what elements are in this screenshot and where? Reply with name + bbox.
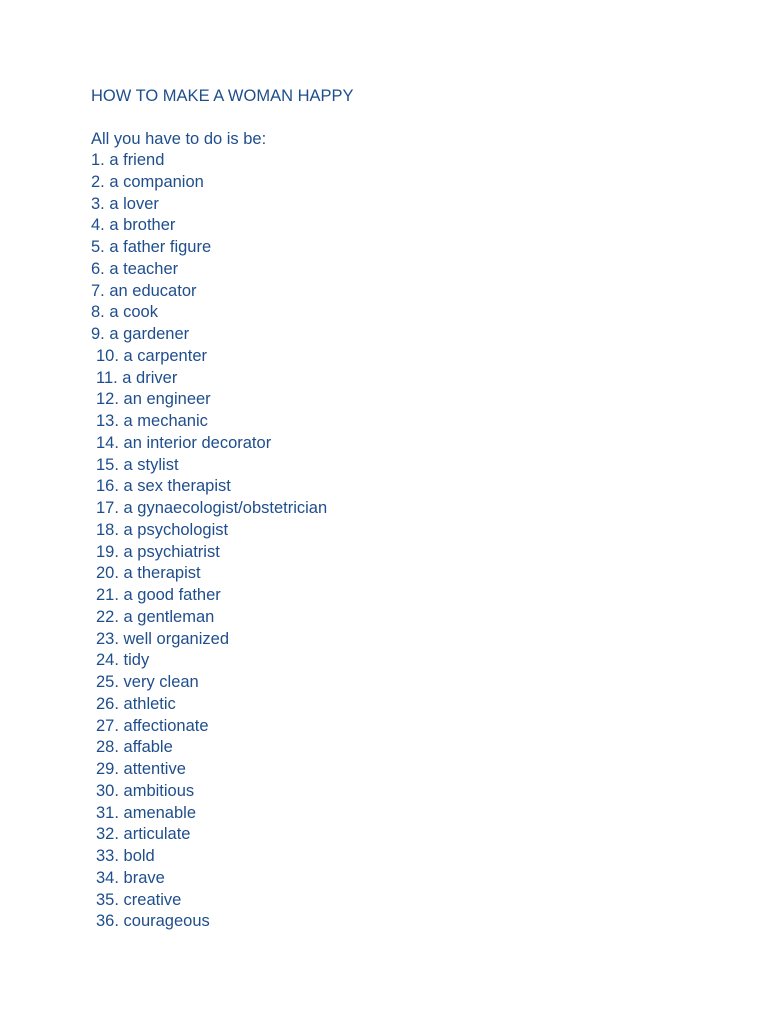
list-item: 2. a companion xyxy=(91,172,204,191)
intro-line: All you have to do is be: xyxy=(91,130,267,148)
list-item: 23. well organized xyxy=(96,629,229,648)
document-title: HOW TO MAKE A WOMAN HAPPY xyxy=(91,87,354,105)
list-item: 10. a carpenter xyxy=(96,346,207,365)
list-item: 11. a driver xyxy=(96,368,178,387)
list-item: 20. a therapist xyxy=(96,564,201,583)
list-item: 29. attentive xyxy=(96,760,186,778)
list-item: 13. a mechanic xyxy=(96,412,208,430)
list-item: 32. articulate xyxy=(96,825,191,844)
list-item: 4. a brother xyxy=(91,216,176,235)
list-item: 7. an educator xyxy=(91,281,197,300)
list-item: 30. ambitious xyxy=(96,781,195,800)
list-item: 6. a teacher xyxy=(91,259,179,278)
list-item: 34. brave xyxy=(96,868,165,887)
list-item: 18. a psychologist xyxy=(96,520,229,539)
list-item: 21. a good father xyxy=(96,586,221,604)
list-item: 16. a sex therapist xyxy=(96,477,231,496)
list-item: 27. affectionate xyxy=(96,716,209,735)
list-item: 33. bold xyxy=(96,847,155,865)
list-item: 24. tidy xyxy=(96,651,150,670)
list-item: 35. creative xyxy=(96,890,182,909)
list-item: 26. athletic xyxy=(96,694,176,713)
list-item: 22. a gentleman xyxy=(96,607,215,626)
list-item: 3. a lover xyxy=(91,194,159,213)
list-item: 15. a stylist xyxy=(96,455,179,474)
list-item: 31. amenable xyxy=(96,803,196,822)
list-item: 36. courageous xyxy=(96,912,210,931)
list-item: 25. very clean xyxy=(96,673,199,691)
list-item: 5. a father figure xyxy=(91,238,212,256)
list-item: 17. a gynaecologist/obstetrician xyxy=(96,499,328,517)
list-item: 19. a psychiatrist xyxy=(96,542,220,561)
list-item: 28. affable xyxy=(96,738,173,757)
list-item: 1. a friend xyxy=(91,151,165,169)
list-item: 9. a gardener xyxy=(91,325,190,343)
list-item: 12. an engineer xyxy=(96,390,211,409)
list-item: 8. a cook xyxy=(91,303,158,322)
numbered-list xyxy=(91,150,327,933)
list-item: 14. an interior decorator xyxy=(96,433,272,452)
